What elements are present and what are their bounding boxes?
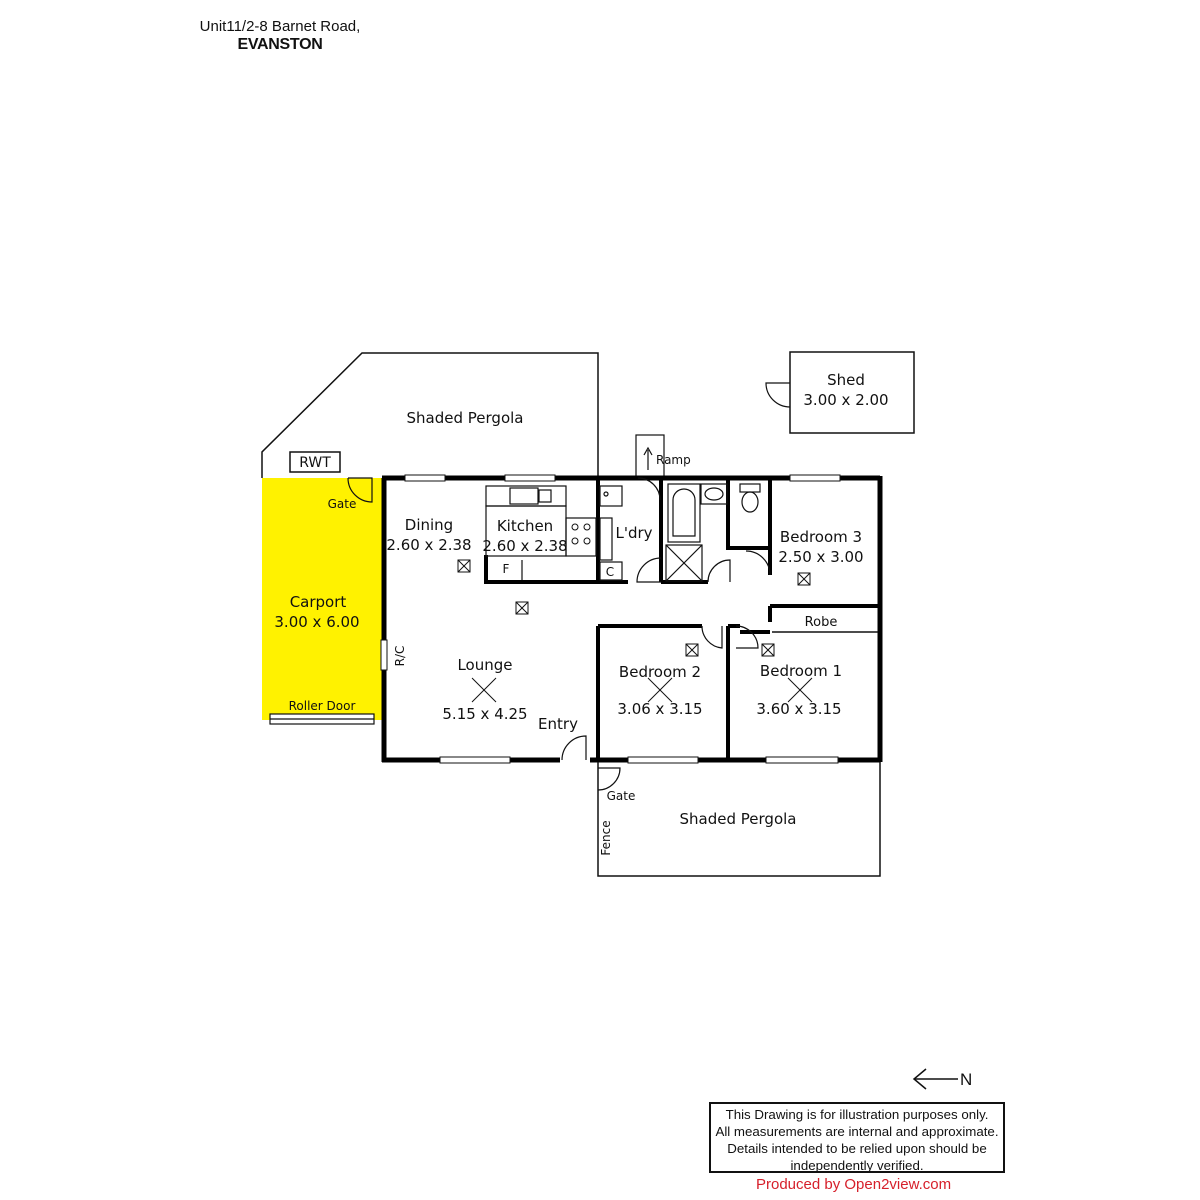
north-label: N <box>960 1070 973 1089</box>
entry-label: Entry <box>538 715 578 733</box>
disclaimer-line: independently verified. <box>790 1158 924 1173</box>
gate-top-label: Gate <box>327 497 357 511</box>
disclaimer-line: This Drawing is for illustration purposes only. <box>725 1107 989 1122</box>
lounge-dims: 5.15 x 4.25 <box>442 705 528 723</box>
address-suburb: EVANSTON <box>237 36 323 53</box>
bedroom1-dims: 3.60 x 3.15 <box>756 700 842 718</box>
gate-bottom-label: Gate <box>606 789 636 803</box>
bedroom2-dims: 3.06 x 3.15 <box>617 700 703 718</box>
shed-dims: 3.00 x 2.00 <box>803 391 889 409</box>
roller-door <box>270 714 374 724</box>
bedroom2-label: Bedroom 2 <box>618 663 702 681</box>
roller-door-label: Roller Door <box>288 699 356 713</box>
robe-label: Robe <box>804 615 838 630</box>
credit-link[interactable]: Produced by Open2view.com <box>756 1176 952 1193</box>
shed-label: Shed <box>827 371 865 389</box>
carport-dims: 3.00 x 6.00 <box>274 613 360 631</box>
kitchen-dims: 2.60 x 2.38 <box>482 537 568 555</box>
dining-label: Dining <box>404 516 454 534</box>
shed-door <box>766 383 790 407</box>
carport-label: Carport <box>289 593 347 611</box>
laundry-label: L'dry <box>615 524 653 542</box>
disclaimer-line: Details intended to be relied upon should be <box>727 1141 987 1156</box>
north-arrow-icon <box>914 1069 958 1089</box>
cupboard-label: C <box>605 565 615 579</box>
fence-label: Fence <box>599 820 613 856</box>
bedroom3-dims: 2.50 x 3.00 <box>778 548 864 566</box>
kitchen-label: Kitchen <box>496 517 554 535</box>
bedroom3-label: Bedroom 3 <box>779 528 863 546</box>
disclaimer-line: All measurements are internal and approximate. <box>715 1124 999 1139</box>
cooktop-icon <box>572 524 590 544</box>
bedroom1-label: Bedroom 1 <box>759 662 843 680</box>
disclaimer-box <box>709 1102 1005 1173</box>
pergola-top-label: Shaded Pergola <box>406 409 524 427</box>
pergola-bottom-label: Shaded Pergola <box>679 810 797 828</box>
lounge-label: Lounge <box>457 656 513 674</box>
rwt-label: RWT <box>299 455 331 471</box>
rc-label: R/C <box>393 645 407 667</box>
ramp-label: Ramp <box>656 453 691 467</box>
dining-dims: 2.60 x 2.38 <box>386 536 472 554</box>
bath-fittings <box>666 484 760 581</box>
address-line1: Unit11/2-8 Barnet Road, <box>199 18 361 35</box>
fridge-label: F <box>502 562 510 576</box>
